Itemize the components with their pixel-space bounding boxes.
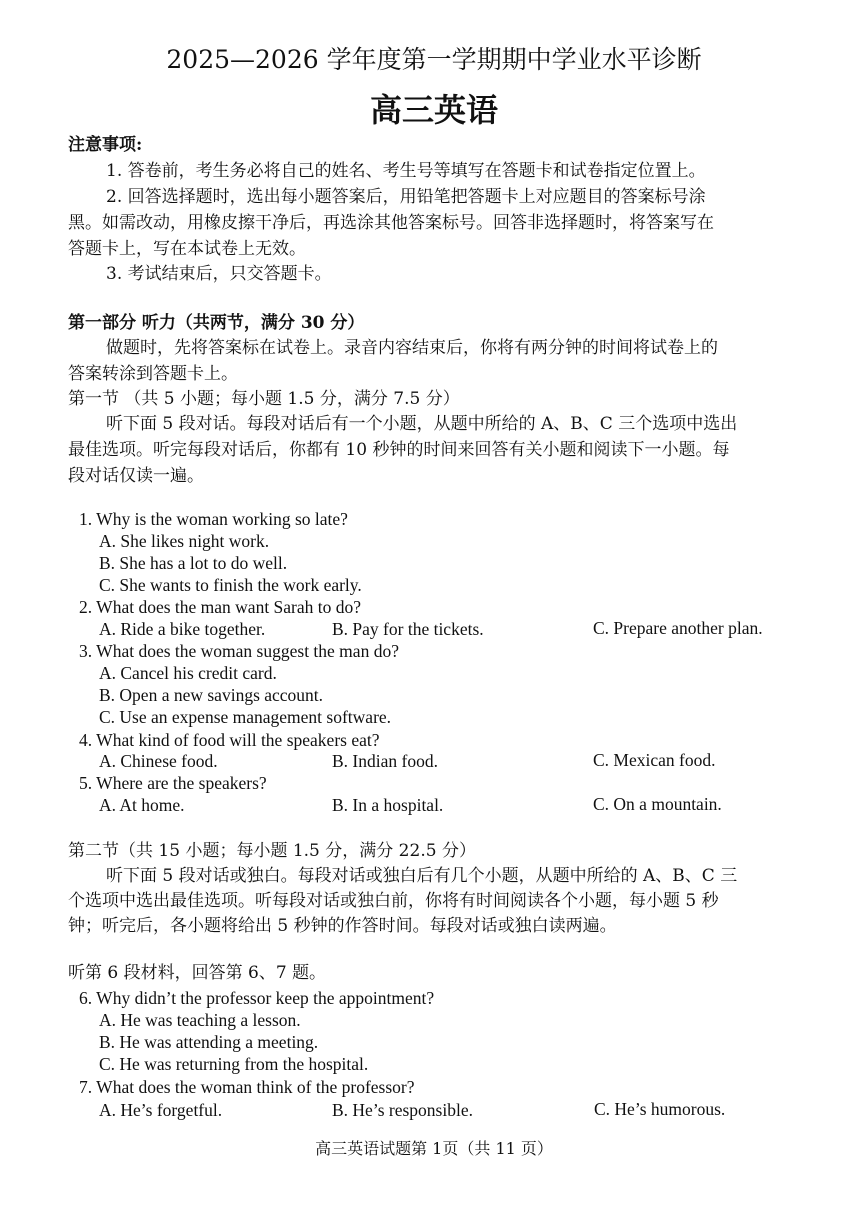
notice-item-2-line-3: 答题卡上，写在本试卷上无效。 [68,239,306,259]
question-1-option-a: A. She likes night work. [99,531,270,551]
question-7: 7. What does the woman think of the professor? [79,1077,415,1097]
question-3-option-a: A. Cancel his credit card. [99,663,277,683]
part1-intro-line-2: 答案转涂到答题卡上。 [68,364,238,384]
subject-title: 高三英语 [369,91,498,129]
exam-title: 2025—2026 学年度第一学期期中学业水平诊断 [166,45,702,74]
question-7-option-c: C. He’s humorous. [594,1099,726,1119]
section2-intro-line-1: 听下面 5 段对话或独白。每段对话或独白后有几个小题，从题中所给的 A、B、C 三 [106,866,738,886]
question-3: 3. What does the woman suggest the man do? [79,641,399,661]
question-7-option-b: B. He’s responsible. [332,1100,473,1120]
question-3-option-c: C. Use an expense management software. [99,707,392,727]
section1-heading: 第一节 （共 5 小题；每小题 1.5 分，满分 7.5 分） [68,389,460,409]
question-2-option-c: C. Prepare another plan. [593,618,763,638]
question-6-option-a: A. He was teaching a lesson. [99,1010,301,1030]
section1-intro-line-2: 最佳选项。听完每段对话后，你都有 10 秒钟的时间来回答有关小题和阅读下一小题。每 [68,440,730,460]
question-3-option-b: B. Open a new savings account. [99,685,324,705]
question-1-option-c: C. She wants to finish the work early. [99,575,362,595]
question-4-option-b: B. Indian food. [332,751,438,771]
section2-intro-line-3: 钟；听完后，各小题将给出 5 秒钟的作答时间。每段对话或独白读两遍。 [68,916,617,936]
notice-item-2-line-2: 黑。如需改动，用橡皮擦干净后，再选涂其他答案标号。回答非选择题时，将答案写在 [68,213,714,233]
material-6-heading: 听第 6 段材料，回答第 6、7 题。 [68,963,327,983]
question-4-option-a: A. Chinese food. [99,751,218,771]
question-1: 1. Why is the woman working so late? [79,509,348,529]
question-7-option-a: A. He’s forgetful. [99,1100,223,1120]
question-4-option-c: C. Mexican food. [593,750,716,770]
section1-intro-line-1: 听下面 5 段对话。每段对话后有一个小题，从题中所给的 A、B、C 三个选项中选出 [106,414,738,434]
page-footer: 高三英语试题第 1页（共 11 页） [315,1139,553,1158]
part1-intro-line-1: 做题时，先将答案标在试卷上。录音内容结束后，你将有两分钟的时间将试卷上的 [106,338,718,358]
question-1-option-b: B. She has a lot to do well. [99,553,288,573]
part1-heading: 第一部分 听力（共两节，满分 30 分） [68,313,365,333]
notice-item-1: 1. 答卷前，考生务必将自己的姓名、考生号等填写在答题卡和试卷指定位置上。 [106,161,706,181]
section2-intro-line-2: 个选项中选出最佳选项。听每段对话或独白前，你将有时间阅读各个小题，每小题 5 秒 [68,891,719,911]
notice-item-3: 3. 考试结束后，只交答题卡。 [106,264,332,284]
question-2-option-a: A. Ride a bike together. [99,619,266,639]
section2-heading: 第二节（共 15 小题；每小题 1.5 分，满分 22.5 分） [68,841,476,861]
question-4: 4. What kind of food will the speakers eat? [79,730,380,750]
question-2-option-b: B. Pay for the tickets. [332,619,484,639]
question-5: 5. Where are the speakers? [79,773,267,793]
question-6-option-b: B. He was attending a meeting. [99,1032,319,1052]
question-6-option-c: C. He was returning from the hospital. [99,1054,369,1074]
question-5-option-c: C. On a mountain. [593,794,722,814]
question-6: 6. Why didn’t the professor keep the appointment? [79,988,435,1008]
question-2: 2. What does the man want Sarah to do? [79,597,362,617]
section1-intro-line-3: 段对话仅读一遍。 [68,466,204,486]
notice-item-2-line-1: 2. 回答选择题时，选出每小题答案后，用铅笔把答题卡上对应题目的答案标号涂 [106,187,706,207]
notice-heading: 注意事项: [68,135,143,155]
question-5-option-b: B. In a hospital. [332,795,444,815]
question-5-option-a: A. At home. [99,795,185,815]
